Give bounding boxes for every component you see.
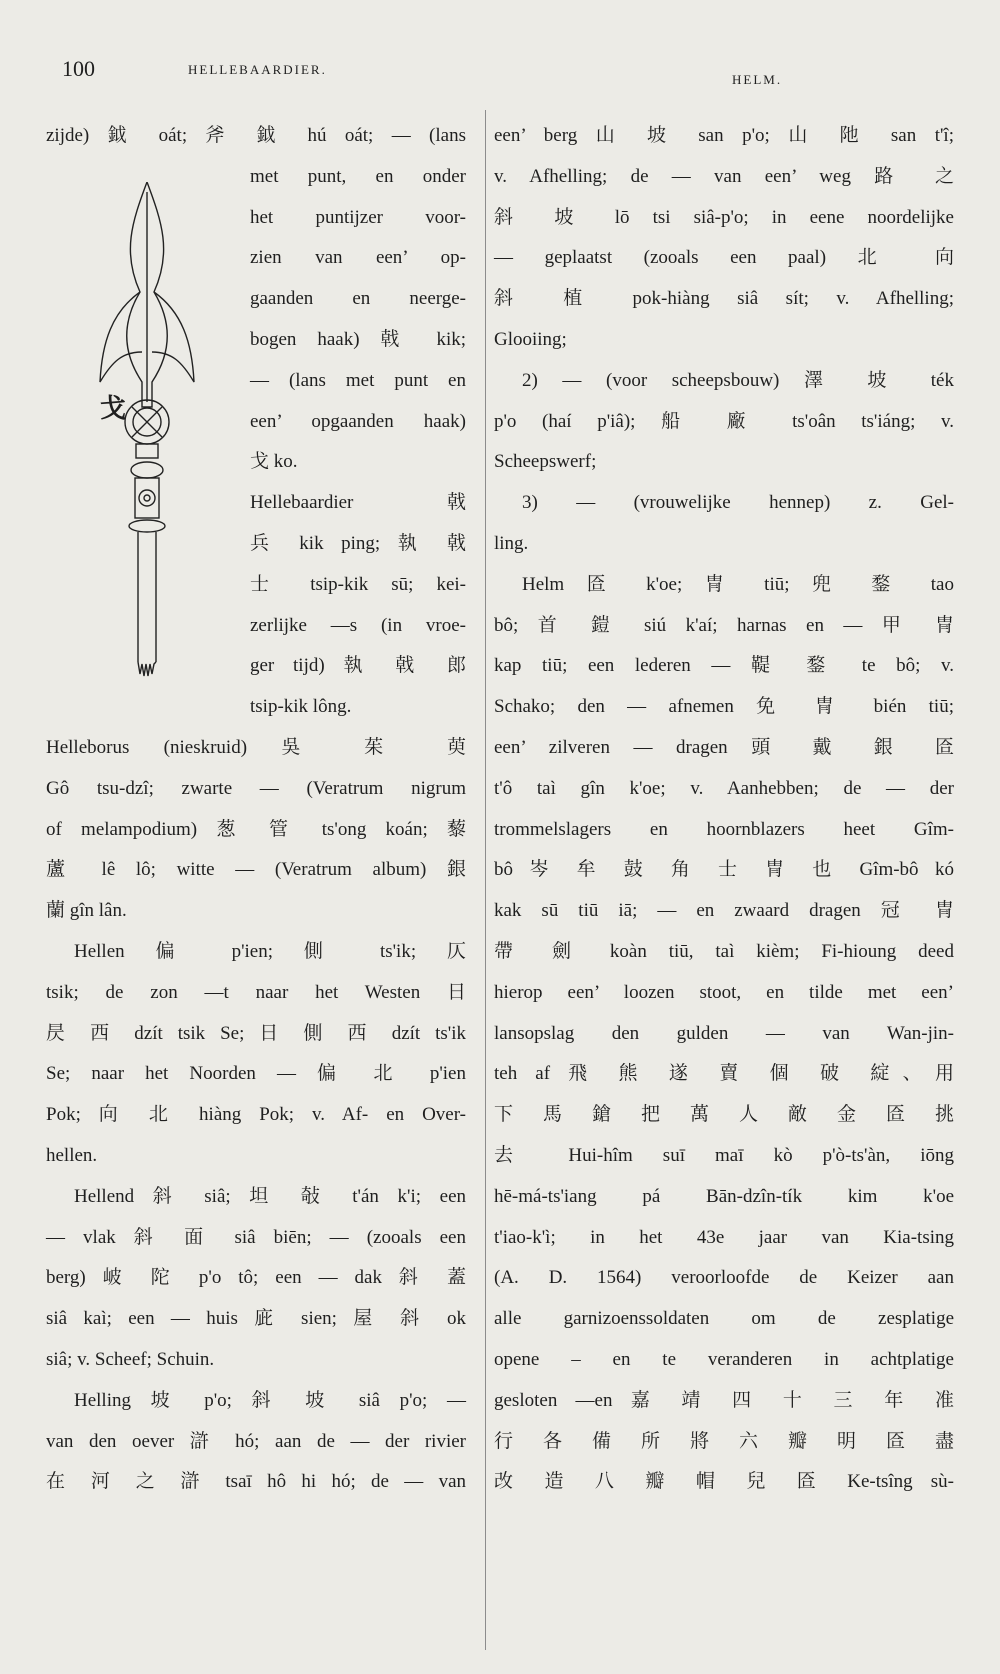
text-line: 去 Hui-hîm suī maī kò p'ò-ts'àn, iōng <box>494 1144 954 1166</box>
headword-hellend: Hellend 斜 siâ; 坦 敧 t'án k'i; een <box>74 1185 466 1207</box>
text-line: Se; naar het Noorden — 偏 北 p'ien <box>46 1063 466 1085</box>
text-line: t'iao-k'ì; in het 43e jaar van Kia-tsing <box>494 1226 954 1248</box>
text-line: een’ berg 山 坡 san p'o; 山 阤 san t'î; <box>494 125 954 146</box>
text-line: — geplaatst (zooals een paal) 北 向 <box>494 247 954 269</box>
text-line: (A. D. 1564) veroorloofde de Keizer aan <box>494 1267 954 1289</box>
text-line: hierop een’ loozen stoot, en tilde met een’ <box>494 981 954 1003</box>
text-line: ger tijd) 執 戟 郎 <box>250 655 466 677</box>
text-line: een’ zilveren — dragen 頭 戴 銀 匼 <box>494 736 954 758</box>
text-line: siâ; v. Scheef; Schuin. <box>46 1348 215 1370</box>
text-line: lansopslag den gulden — van Wan-jin- <box>494 1022 954 1044</box>
text-line: bô 岑 牟 鼓 角 士 冑 也 Gîm-bô kó <box>494 859 954 881</box>
text-line: bogen haak) 戟 kik; <box>250 328 466 350</box>
text-line: t'ô taì gîn k'oe; v. Aanhebben; de — der <box>494 777 954 799</box>
text-line: gesloten —en 嘉 靖 四 十 三 年 准 <box>494 1389 954 1411</box>
text-line: 斜 植 pok-hiàng siâ sít; v. Afhelling; <box>494 288 954 310</box>
page-number: 100 <box>62 56 95 81</box>
text-line: 兵 kik ping; 執 戟 <box>250 532 466 554</box>
text-line: Schako; den — afnemen 免 冑 bién tiū; <box>494 696 954 718</box>
text-line: ling. <box>494 532 529 554</box>
text-line: 3) — (vrouwelijke hennep) z. Gel- <box>522 492 954 514</box>
text-line: siâ kaì; een — huis 庛 sien; 屋 斜 ok <box>46 1308 466 1330</box>
text-line: opene – en te veranderen in achtplatige <box>494 1348 954 1370</box>
text-line: hē-má-ts'iang pá Bān-dzîn-tík kim k'oe <box>494 1185 954 1207</box>
text-line: 士 tsip-kik sū; kei- <box>250 573 466 595</box>
left-column <box>46 116 466 1503</box>
text-line: kak sū tiū iā; — en zwaard dragen 冠 冑 <box>494 900 954 922</box>
text-line: Glooiing; <box>494 328 567 350</box>
text-line: 斜 坡 lō tsi siâ-p'o; in eene noordelijke <box>494 206 954 228</box>
text-line: het puntijzer voor- <box>250 206 466 228</box>
text-line: van den oever 滸 hó; aan de — der rivier <box>46 1430 466 1452</box>
headword-hellen: Hellen 偏 p'ien; 側 ts'ik; 仄 <box>74 940 466 962</box>
text-line: 行 各 備 所 將 六 瓣 明 匼 盡 <box>494 1430 954 1452</box>
text-line: tsip-kik lông. <box>250 696 352 718</box>
headword-helling: Helling 坡 p'o; 斜 坡 siâ p'o; — <box>74 1389 466 1411</box>
text-line: 2) — (voor scheepsbouw) 澤 坡 ték <box>522 369 954 391</box>
right-running-title: HELM. <box>732 72 783 87</box>
text-line: teh af 飛 熊 遂 賣 個 破 綻、用 <box>494 1063 954 1085</box>
text-line: een’ opgaanden haak) <box>250 410 466 432</box>
text-line: 戈 ko. <box>250 451 298 473</box>
text-line: kap tiū; een lederen — 鞮 鍪 te bô; v. <box>494 655 954 677</box>
text-line: — vlak 斜 面 siâ biēn; — (zooals een <box>46 1226 466 1248</box>
headword-hellebaardier: Hellebaardier 戟 <box>250 492 466 514</box>
text-line: bô; 首 鎧 siú k'aí; harnas en — 甲 冑 <box>494 614 954 636</box>
left-running-title: HELLEBAARDIER. <box>188 62 327 77</box>
text-line: 蘆 lê lô; witte — (Veratrum album) 銀 <box>46 859 466 881</box>
text-line: alle garnizoenssoldaten om de zesplatige <box>494 1308 954 1330</box>
text-line: tsik; de zon —t naar het Westen 日 <box>46 981 466 1003</box>
text-line: p'o (haí p'iâ); 船 廠 ts'oân ts'iáng; v. <box>494 410 954 432</box>
text-line: 帶 劍 koàn tiū, taì kièm; Fi-hioung deed <box>494 940 954 962</box>
text-line: 昃 西 dzít tsik Se; 日 側 西 dzít ts'ik <box>46 1022 466 1044</box>
text-line: — (lans met punt en <box>250 369 466 391</box>
text-line: trommelslagers en hoornblazers heet Gîm- <box>494 818 954 840</box>
text-line: v. Afhelling; de — van een’ weg 路 之 <box>494 165 954 187</box>
text-line: 在 河 之 滸 tsaī hô hi hó; de — van <box>46 1471 466 1493</box>
text-line: 改 造 八 瓣 帽 兒 匼 Ke-tsîng sù- <box>494 1471 954 1493</box>
text-line: Gô tsu-dzî; zwarte — (Veratrum nigrum <box>46 777 466 799</box>
text-line: Pok; 向 北 hiàng Pok; v. Af- en Over- <box>46 1104 466 1126</box>
text-line: of melampodium) 葱 管 ts'ong koán; 藜 <box>46 818 466 840</box>
text-line: 蘭 gîn lân. <box>46 900 127 922</box>
text-line: berg) 岥 陀 p'o tô; een — dak 斜 蓋 <box>46 1267 466 1289</box>
column-divider <box>485 110 486 1650</box>
text-line: zerlijke —s (in vroe- <box>250 614 466 636</box>
right-column <box>494 116 954 1503</box>
text-line: gaanden en neerge- <box>250 288 466 310</box>
text-line: 下 馬 鎗 把 萬 人 敵 金 匼 挑 <box>494 1104 954 1126</box>
text-line: Scheepswerf; <box>494 451 597 473</box>
headword-helm: Helm 匼 k'oe; 冑 tiū; 兜 鍪 tao <box>522 573 954 595</box>
text-line: met punt, en onder <box>250 165 466 187</box>
headword-helleborus: Helleborus (nieskruid) 吳 茱 萸 <box>46 736 466 758</box>
text-line: hellen. <box>46 1144 98 1166</box>
text-line: zien van een’ op- <box>250 247 466 269</box>
running-header <box>62 56 960 88</box>
text-line: zijde) 鉞 oát; 斧 鉞 hú oát; — (lans <box>46 125 466 146</box>
illustration-label: 戈 <box>100 394 127 424</box>
